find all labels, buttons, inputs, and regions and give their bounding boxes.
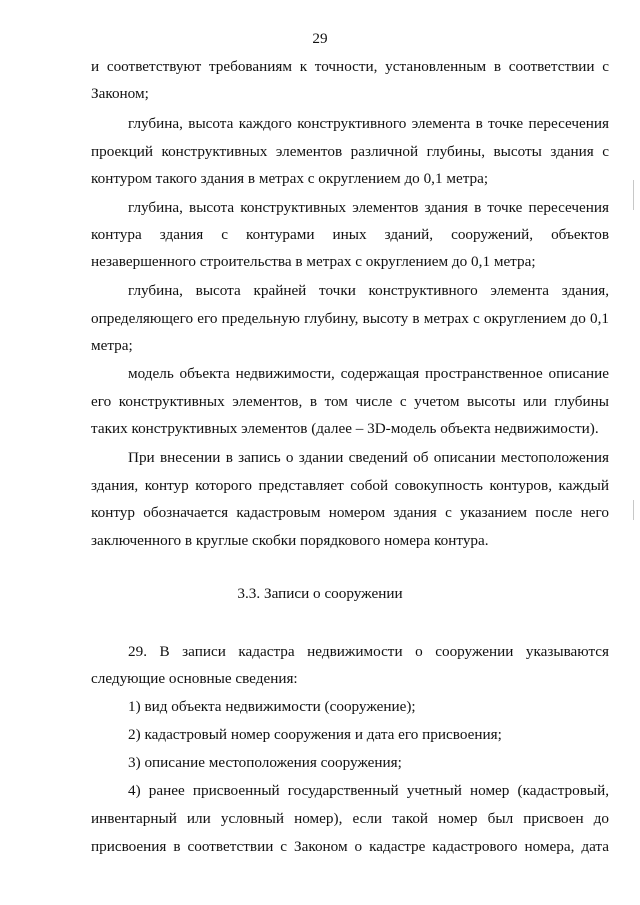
section-heading: 3.3. Записи о сооружении	[237, 585, 403, 602]
list-item: 4) ранее присвоенный государственный учетный номер (кадастровый,	[128, 782, 609, 799]
text-line: контуром такого здания в метрах с округлением до 0,1 метра;	[91, 170, 489, 187]
text-line: При внесении в запись о здании сведений об описании местоположения	[128, 449, 609, 466]
text-line: присвоения в соответствии с Законом о кадастре кадастрового номера, дата	[91, 838, 609, 855]
page-number: 29	[312, 30, 328, 47]
text-line: и соответствуют требованиям к точности, установленным в соответствии с	[91, 58, 609, 75]
text-line: глубина, высота каждого конструктивного элемента в точке пересечения	[128, 115, 609, 132]
text-line: его конструктивных элементов, в том числе с учетом высоты или глубины	[91, 393, 609, 410]
text-line: Законом;	[91, 85, 149, 102]
text-line: контура здания с контурами иных зданий, сооружений, объектов	[91, 226, 609, 243]
text-line: 29. В записи кадастра недвижимости о сооружении указываются	[128, 643, 609, 660]
text-line: незавершенного строительства в метрах с округлением до 0,1 метра;	[91, 253, 536, 270]
list-item: 2) кадастровый номер сооружения и дата его присвоения;	[128, 726, 502, 743]
text-line: определяющего его предельную глубину, высоту в метрах с округлением до 0,1	[91, 310, 609, 327]
text-line: модель объекта недвижимости, содержащая пространственное описание	[128, 365, 609, 382]
text-line: здания, контур которого представляет собой совокупность контуров, каждый	[91, 477, 609, 494]
text-line: проекций конструктивных элементов различной глубины, высоты здания с	[91, 143, 609, 160]
list-item: 1) вид объекта недвижимости (сооружение);	[128, 698, 416, 715]
list-item: 3) описание местоположения сооружения;	[128, 754, 402, 771]
text-line: метра;	[91, 337, 133, 354]
text-line: следующие основные сведения:	[91, 670, 298, 687]
scan-edge-mark	[633, 500, 634, 520]
scan-edge-mark	[633, 180, 634, 210]
text-line: таких конструктивных элементов (далее – 3D-модель объекта недвижимости).	[91, 420, 599, 437]
text-line: заключенного в круглые скобки порядкового номера контура.	[91, 532, 489, 549]
text-line: глубина, высота конструктивных элементов здания в точке пересечения	[128, 199, 609, 216]
text-line: контур обозначается кадастровым номером здания с указанием после него	[91, 504, 609, 521]
text-line: инвентарный или условный номер), если такой номер был присвоен до	[91, 810, 609, 827]
text-line: глубина, высота крайней точки конструктивного элемента здания,	[128, 282, 609, 299]
